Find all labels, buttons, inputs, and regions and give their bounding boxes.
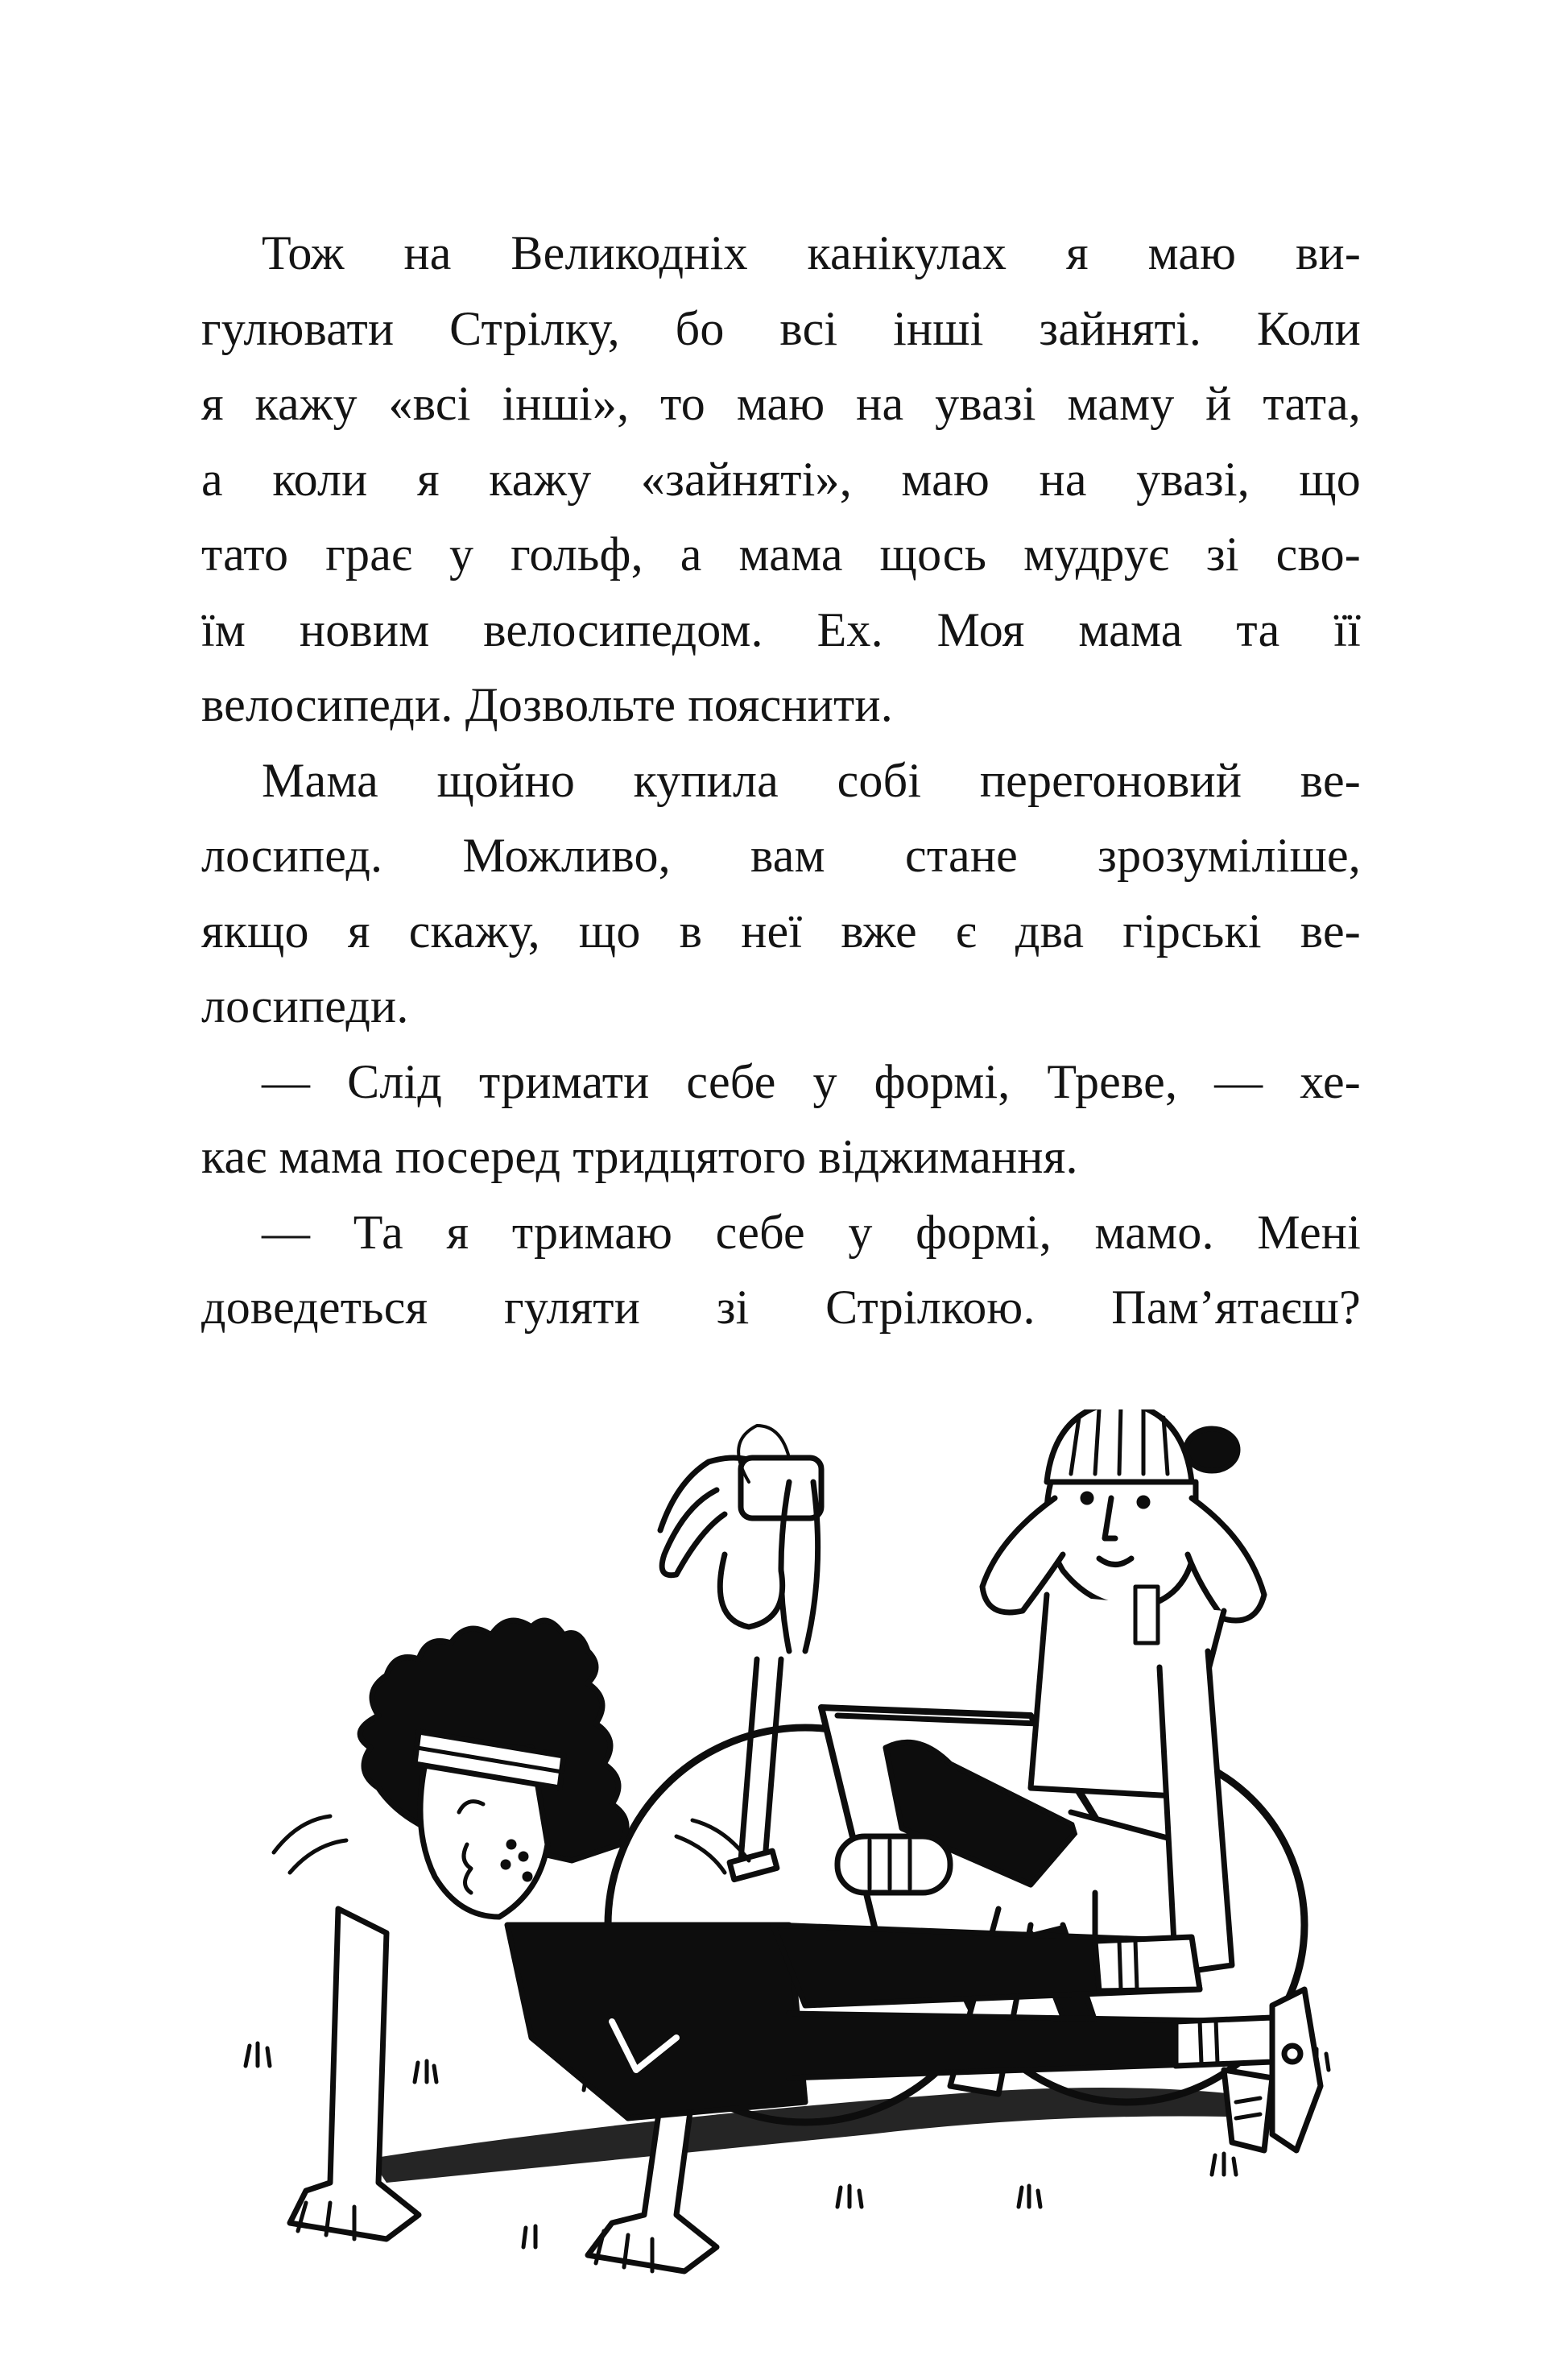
body-text	[201, 216, 1361, 1346]
text-line: а коли я кажу «зайняті», маю на увазі, що	[201, 452, 1361, 506]
illustration-pushups-bicycle	[225, 1409, 1353, 2295]
text-line: лосипед. Можливо, вам стане зрозуміліше,	[201, 829, 1361, 882]
dialogue-line: — Та я тримаю себе у формі, мамо. Мені	[262, 1205, 1361, 1259]
text-line: якщо я скажу, що в неї вже є два гірські ве-	[201, 904, 1361, 958]
dialogue-line: доведеться гуляти зі Стрілкою. Пам’ятаєш?	[201, 1281, 1361, 1334]
text-line: гулювати Стрілку, бо всі інші зайняті. Коли	[201, 301, 1361, 355]
text-line: велосипеди. Дозвольте пояснити.	[201, 678, 893, 731]
text-line: я кажу «всі інші», то маю на увазі маму й тата,	[201, 377, 1361, 430]
text-line: їм новим велосипедом. Ех. Моя мама та її	[201, 602, 1361, 656]
text-line: тато грає у гольф, а мама щось мудрує зі сво-	[201, 528, 1361, 581]
text-line: Тож на Великодніх канікулах я маю ви-	[262, 226, 1361, 279]
dialogue-line: — Слід тримати себе у формі, Треве, — хе-	[262, 1054, 1361, 1108]
text-line: лосипеди.	[201, 979, 409, 1033]
text-line: Мама щойно купила собі перегоновий ве-	[262, 753, 1361, 807]
dialogue-line: кає мама посеред тридцятого віджимання.	[201, 1130, 1078, 1183]
